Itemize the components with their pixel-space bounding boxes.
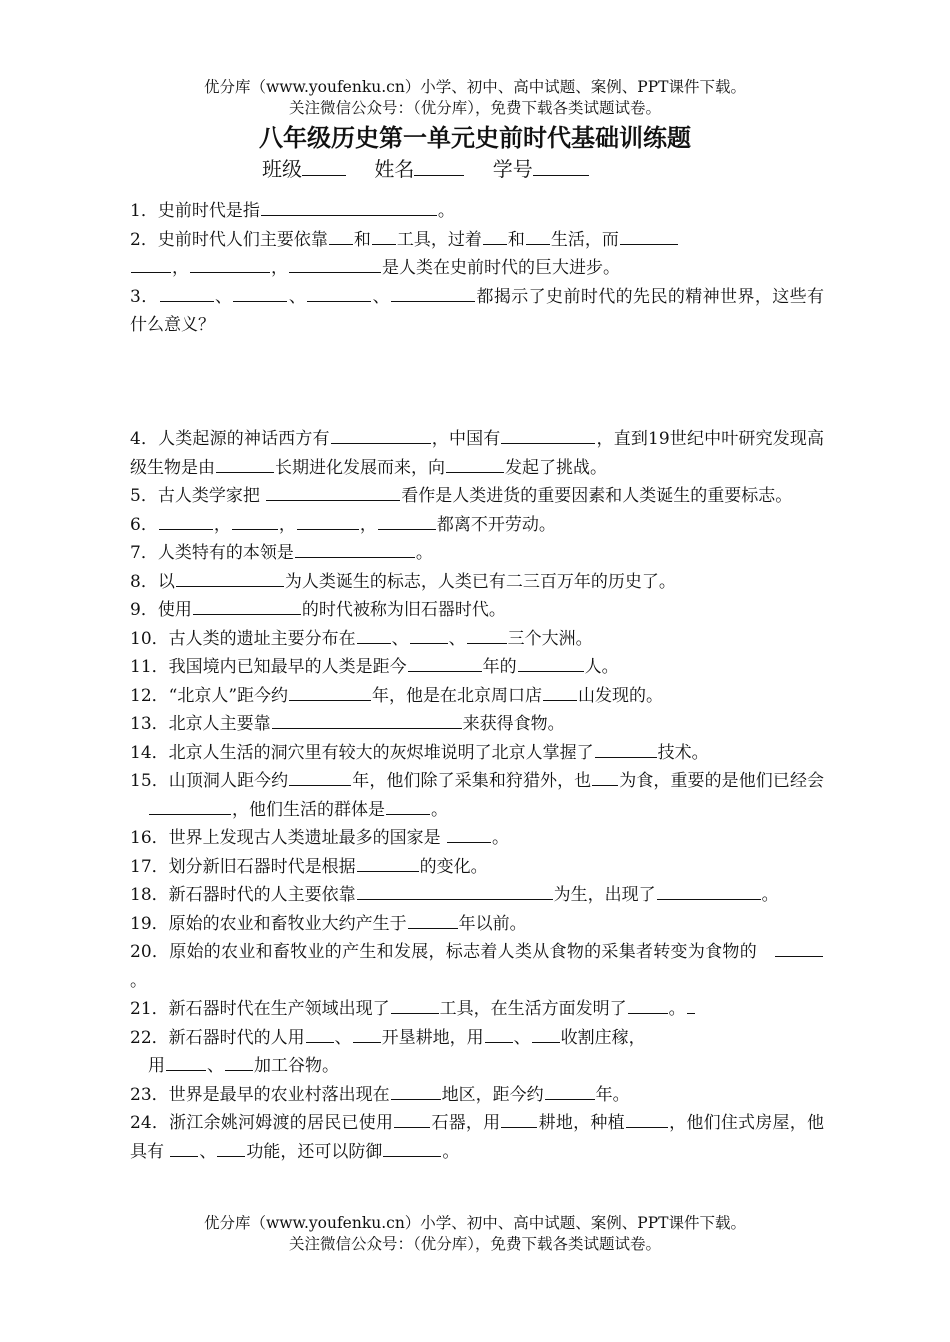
- answer-blank[interactable]: [592, 767, 618, 786]
- answer-blank[interactable]: [297, 511, 359, 530]
- answer-blank[interactable]: [518, 653, 584, 672]
- answer-blank[interactable]: [190, 254, 270, 273]
- answer-blank[interactable]: [216, 454, 274, 473]
- answer-blank[interactable]: [266, 482, 400, 501]
- question-18: 18．新石器时代的人主要依靠 为生，出现了 。: [130, 881, 824, 910]
- footer-line-2: 关注微信公众号：（优分库），免费下载各类试题试卷。: [288, 1235, 661, 1253]
- answer-blank[interactable]: [331, 425, 431, 444]
- question-24: 24．浙江余姚河姆渡的居民已使用 石器，用 耕地，种植 ，他们住式房屋，他具有 、 功能，还可以防御 。: [130, 1109, 824, 1166]
- answer-blank[interactable]: [131, 254, 171, 273]
- name-label: 姓名: [374, 157, 415, 181]
- question-10: 10．古人类的遗址主要分布在 、 、 三个大洲。: [130, 625, 824, 654]
- question-1: 1．史前时代是指 。: [130, 197, 824, 226]
- question-20: 20．原始的农业和畜牧业的产生和发展，标志着人类从食物的采集者转变为食物的。: [130, 938, 824, 995]
- question-list-continued: [130, 425, 824, 1166]
- question-7: 7．人类特有的本领是 。: [130, 539, 824, 568]
- answer-blank[interactable]: [289, 682, 371, 701]
- question-22-continued: 用 、 加工谷物。: [130, 1052, 824, 1081]
- answer-blank[interactable]: [485, 1024, 513, 1043]
- answer-blank[interactable]: [775, 938, 823, 957]
- question-8: 8．以 为人类诞生的标志，人类已有二三百万年的历史了。: [130, 568, 824, 597]
- answer-blank[interactable]: [289, 254, 381, 273]
- answer-blank[interactable]: [149, 796, 231, 815]
- answer-blank[interactable]: [307, 283, 371, 302]
- question-2-continued: ， ， 是人类在史前时代的巨大进步。: [130, 254, 824, 283]
- answer-blank[interactable]: [447, 824, 491, 843]
- question-5: 5．古人类学家把 看作是人类进货的重要因素和人类诞生的重要标志。: [130, 482, 824, 511]
- student-id-blank[interactable]: [533, 155, 589, 176]
- answer-blank[interactable]: [391, 283, 475, 302]
- answer-blank[interactable]: [532, 1024, 560, 1043]
- answer-blank[interactable]: [159, 511, 213, 530]
- answer-blank[interactable]: [372, 226, 396, 245]
- question-3: 3． 、 、 、 都揭示了史前时代的先民的精神世界，这些有什么意义？: [130, 283, 824, 340]
- answer-blank[interactable]: [446, 454, 504, 473]
- answer-blank[interactable]: [272, 710, 462, 729]
- footer-line-1: 优分库（www.youfenku.cn）小学、初中、高中试题、案例、PPT课件下载。: [203, 1214, 747, 1232]
- answer-blank[interactable]: [626, 1109, 668, 1128]
- page-footer: [0, 1213, 950, 1255]
- answer-blank[interactable]: [391, 1081, 441, 1100]
- answer-blank[interactable]: [628, 995, 668, 1014]
- question-23: 23．世界是最早的农业村落出现在 地区，距今约 年。: [130, 1081, 824, 1110]
- question-6: 6． ， ， ， 都离不开劳动。: [130, 511, 824, 540]
- page-title: 八年级历史第一单元史前时代基础训练题: [259, 123, 691, 152]
- answer-blank[interactable]: [225, 1052, 253, 1071]
- answer-blank[interactable]: [261, 197, 437, 216]
- name-blank[interactable]: [414, 155, 464, 176]
- class-label: 班级: [262, 157, 302, 181]
- question-9: 9．使用 的时代被称为旧石器时代。: [130, 596, 824, 625]
- question-16: 16．世界上发现古人类遗址最多的国家是 。: [130, 824, 824, 853]
- answer-blank[interactable]: [378, 511, 436, 530]
- answer-blank[interactable]: [687, 995, 695, 1014]
- answer-blank[interactable]: [193, 596, 301, 615]
- answer-blank[interactable]: [408, 910, 458, 929]
- answer-blank[interactable]: [357, 853, 419, 872]
- answer-blank[interactable]: [467, 625, 507, 644]
- question-2: 2．史前时代人们主要依靠 和 工具，过着 和 生活，而: [130, 226, 824, 255]
- answer-blank[interactable]: [166, 1052, 206, 1071]
- answer-blank[interactable]: [357, 625, 391, 644]
- answer-blank[interactable]: [383, 1138, 441, 1157]
- question-4: 4．人类起源的神话西方有 ，中国有 ，直到19世纪中叶研究发现高级生物是由 长期进化发展而来，向 发起了挑战。: [130, 425, 824, 482]
- answer-blank[interactable]: [408, 653, 482, 672]
- class-blank[interactable]: [302, 155, 346, 176]
- header-line-2: 关注微信公众号：（优分库），免费下载各类试题试卷。: [288, 99, 661, 117]
- question-19: 19．原始的农业和畜牧业大约产生于 年以前。: [130, 910, 824, 939]
- question-12: 12．“北京人”距今约 年，他是在北京周口店 山发现的。: [130, 682, 824, 711]
- answer-blank[interactable]: [657, 881, 761, 900]
- question-11: 11．我国境内已知最早的人类是距今 年的 人。: [130, 653, 824, 682]
- answer-blank[interactable]: [232, 511, 278, 530]
- student-id-label: 学号: [492, 157, 533, 181]
- page-header: [0, 77, 950, 119]
- answer-blank[interactable]: [620, 226, 678, 245]
- answer-blank[interactable]: [357, 881, 553, 900]
- answer-blank[interactable]: [176, 568, 284, 587]
- question-14: 14．北京人生活的洞穴里有较大的灰烬堆说明了北京人掌握了 技术。: [130, 739, 824, 768]
- answer-blank[interactable]: [233, 283, 287, 302]
- question-13: 13．北京人主要靠 来获得食物。: [130, 710, 824, 739]
- answer-blank[interactable]: [501, 425, 595, 444]
- header-line-1: 优分库（www.youfenku.cn）小学、初中、高中试题、案例、PPT课件下载。: [203, 78, 747, 96]
- answer-blank[interactable]: [595, 739, 657, 758]
- answer-blank[interactable]: [501, 1109, 537, 1128]
- answer-blank[interactable]: [391, 995, 439, 1014]
- answer-blank[interactable]: [394, 1109, 430, 1128]
- student-info: [262, 154, 611, 184]
- answer-blank[interactable]: [329, 226, 353, 245]
- answer-blank[interactable]: [295, 539, 415, 558]
- answer-blank[interactable]: [483, 226, 507, 245]
- answer-blank[interactable]: [160, 283, 214, 302]
- answer-blank[interactable]: [217, 1138, 245, 1157]
- answer-blank[interactable]: [306, 1024, 334, 1043]
- question-list: [130, 197, 824, 340]
- question-15: 15．山顶洞人距今约 年，他们除了采集和狩猎外，也 为食，重要的是他们已经会，他们生活的群体是 。: [130, 767, 824, 824]
- answer-blank[interactable]: [353, 1024, 381, 1043]
- question-21: 21．新石器时代在生产领域出现了 工具，在生活方面发明了 。: [130, 995, 824, 1024]
- answer-blank[interactable]: [410, 625, 448, 644]
- answer-blank[interactable]: [170, 1138, 198, 1157]
- question-17: 17．划分新旧石器时代是根据 的变化。: [130, 853, 824, 882]
- answer-blank[interactable]: [526, 226, 550, 245]
- answer-blank[interactable]: [386, 796, 430, 815]
- question-22: 22．新石器时代的人用 、 开垦耕地，用 、 收割庄稼，: [130, 1024, 824, 1053]
- answer-blank[interactable]: [543, 682, 577, 701]
- answer-blank[interactable]: [289, 767, 351, 786]
- answer-blank[interactable]: [545, 1081, 595, 1100]
